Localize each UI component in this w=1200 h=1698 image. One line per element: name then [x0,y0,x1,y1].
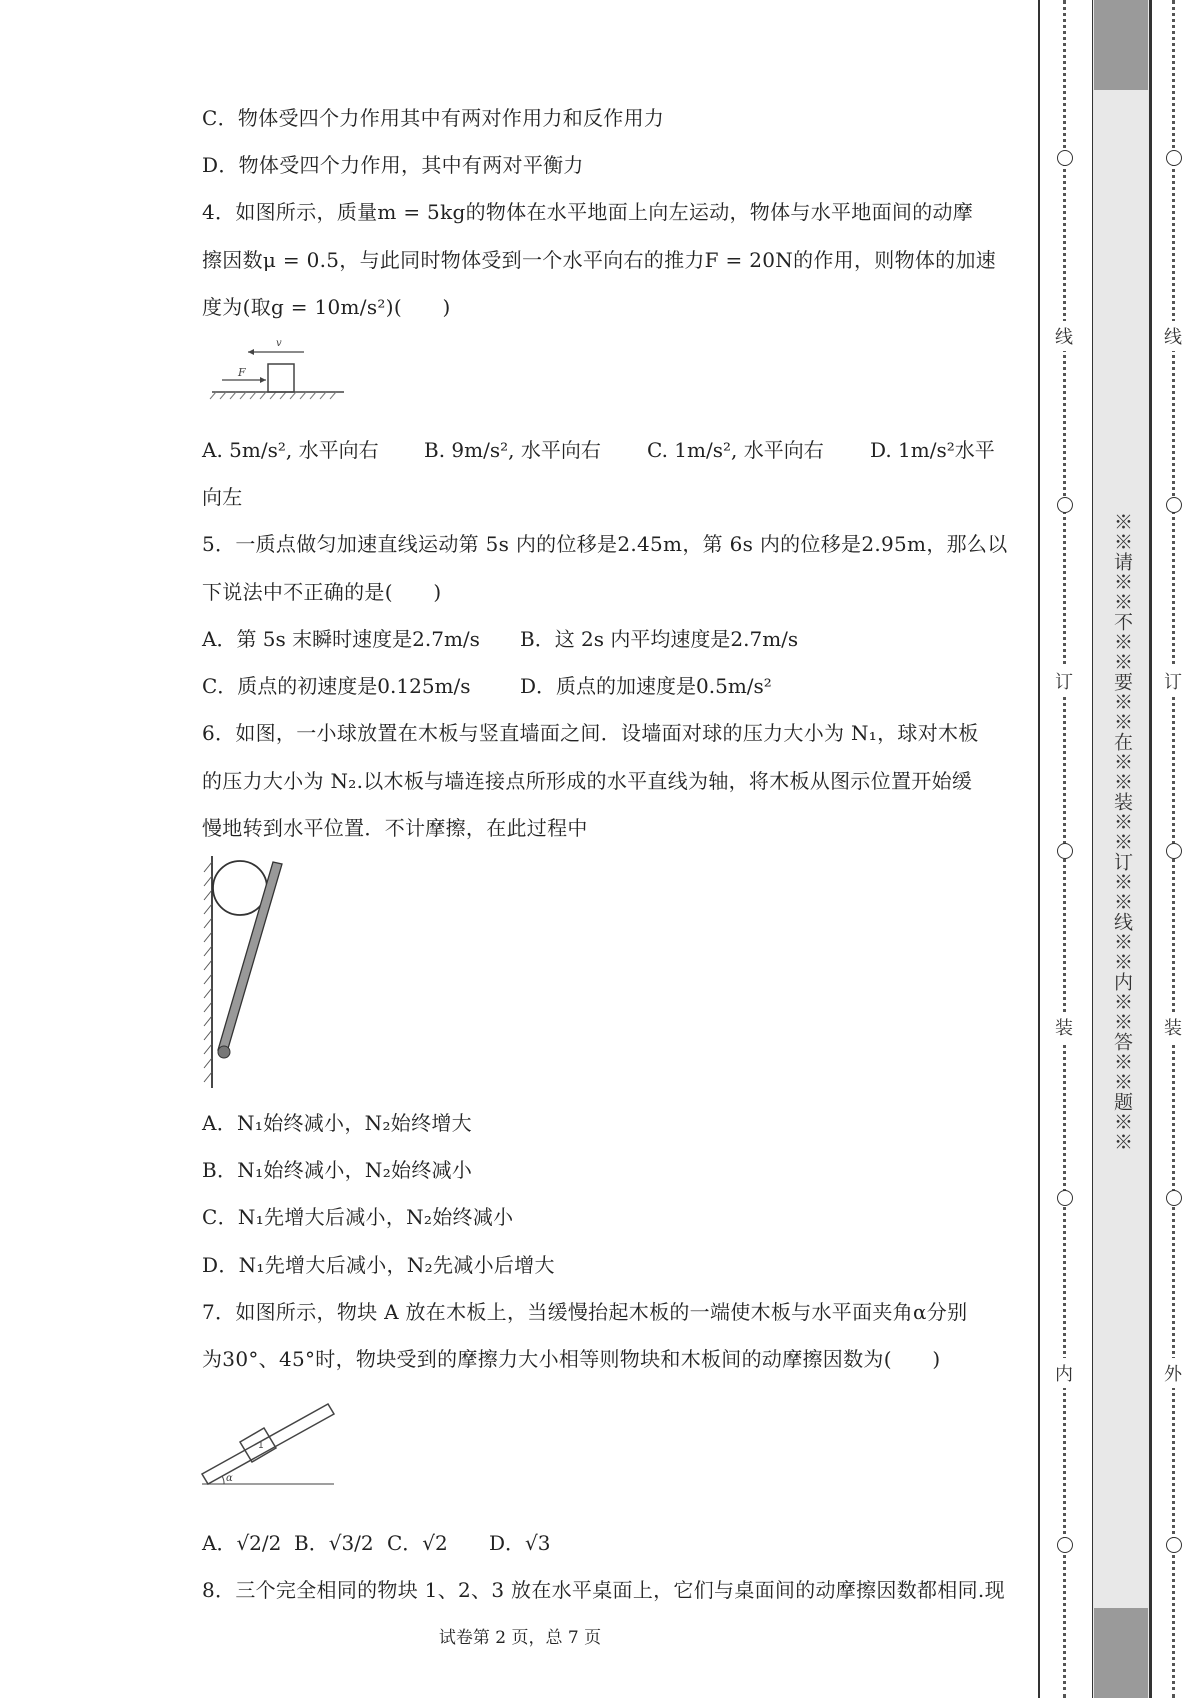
question-7-line1: 7．如图所示，物块 A 放在木板上，当缓慢抬起木板的一端使木板与水平面夹角α分别 [202,1300,968,1324]
option-c-q3: C．物体受四个力作用其中有两对作用力和反作用力 [202,106,665,130]
question-4-line1: 4．如图所示，质量m = 5kg的物体在水平地面上向左运动，物体与水平地面间的动摩 [202,200,974,224]
outer-circle-3 [1166,843,1182,859]
question-4-line2: 擦因数μ = 0.5，与此同时物体受到一个水平向右的推力F = 20N的作用，则物体的加速 [202,248,997,272]
figure-q7 [198,1390,338,1490]
outer-circle-1 [1166,150,1182,166]
inner-mark-nei: 内 [1055,1358,1073,1388]
outer-circle-4 [1166,1190,1182,1206]
question-4-line3: 度为(取g = 10m/s²)( ) [202,295,451,319]
q5-option-d: D．质点的加速度是0.5m/s² [520,674,772,698]
outer-border-line [1150,0,1152,1698]
question-6-line1: 6．如图，一小球放置在木板与竖直墙面之间．设墙面对球的压力大小为 N₁，球对木板 [202,721,979,745]
seal-warning-text: ※※请※※不※※要※※在※※装※※订※※线※※内※※答※※题※※ [1111,512,1133,1152]
q5-option-a: A．第 5s 末瞬时速度是2.7m/s [202,627,480,651]
question-7-line2: 为30°、45°时，物块受到的摩擦力大小相等则物块和木板间的动摩擦因数为( ) [202,1347,941,1371]
q6-option-b: B．N₁始终减小，N₂始终减小 [202,1158,473,1182]
inner-mark-zhuang: 装 [1055,1012,1073,1042]
inner-circle-4 [1057,1190,1073,1206]
seal-strip-bottom [1094,1608,1148,1698]
fig4-v-label: v [276,338,282,349]
q7-option-c: C．√2 [387,1531,448,1555]
q4-options [202,434,995,463]
inner-circle-5 [1057,1537,1073,1553]
inner-border-line [1038,0,1040,1698]
inner-mark-xian: 线 [1055,321,1073,351]
inner-circle-3 [1057,843,1073,859]
inner-circle-1 [1057,150,1073,166]
q4-option-b: B. 9m/s², 水平向右 [424,438,601,462]
inner-mark-ding: 订 [1055,666,1073,696]
outer-mark-ding: 订 [1164,666,1182,696]
q4-option-d-cont: 向左 [202,485,243,509]
q5-option-c: C．质点的初速度是0.125m/s [202,674,471,698]
outer-mark-wai: 外 [1164,1358,1182,1388]
seal-strip-top [1094,0,1148,90]
page-footer: 试卷第 2 页，总 7 页 [438,1628,602,1648]
q5-options-cd [202,670,772,699]
question-5-line2: 下说法中不正确的是( ) [202,580,442,604]
question-6-line3: 慢地转到水平位置．不计摩擦，在此过程中 [202,816,588,840]
outer-circle-5 [1166,1537,1182,1553]
q7-options [202,1527,551,1556]
q6-option-d: D．N₁先增大后减小，N₂先减小后增大 [202,1253,555,1277]
question-6-line2: 的压力大小为 N₂.以木板与墙连接点所形成的水平直线为轴，将木板从图示位置开始缓 [202,769,973,793]
fig7-alpha-label: α [226,1473,233,1484]
outer-circle-2 [1166,497,1182,513]
fig4-f-label: F [238,366,246,379]
q4-option-a: A. 5m/s², 水平向右 [202,438,379,462]
q4-option-d: D. 1m/s²水平 [870,438,995,462]
figure-q4 [208,336,348,402]
option-d-q3: D．物体受四个力作用，其中有两对平衡力 [202,153,584,177]
outer-mark-xian: 线 [1164,321,1182,351]
svg-text:1: 1 [258,1441,264,1451]
q5-options-ab [202,623,798,652]
question-8-line1: 8．三个完全相同的物块 1、2、3 放在水平桌面上，它们与桌面间的动摩擦因数都相同.现 [202,1578,1005,1602]
q7-option-d: D．√3 [489,1531,551,1555]
question-5-line1: 5．一质点做匀加速直线运动第 5s 内的位移是2.45m，第 6s 内的位移是2.95m，那么以 [202,532,1008,556]
q5-option-b: B．这 2s 内平均速度是2.7m/s [520,627,799,651]
q7-option-b: B．√3/2 [294,1531,374,1555]
inner-circle-2 [1057,497,1073,513]
q6-option-a: A．N₁始终减小，N₂始终增大 [202,1111,472,1135]
q6-option-c: C．N₁先增大后减小，N₂始终减小 [202,1205,514,1229]
q7-option-a: A．√2/2 [202,1531,282,1555]
outer-mark-zhuang: 装 [1164,1012,1182,1042]
q4-option-c: C. 1m/s², 水平向右 [647,438,824,462]
figure-q6 [200,852,290,1092]
